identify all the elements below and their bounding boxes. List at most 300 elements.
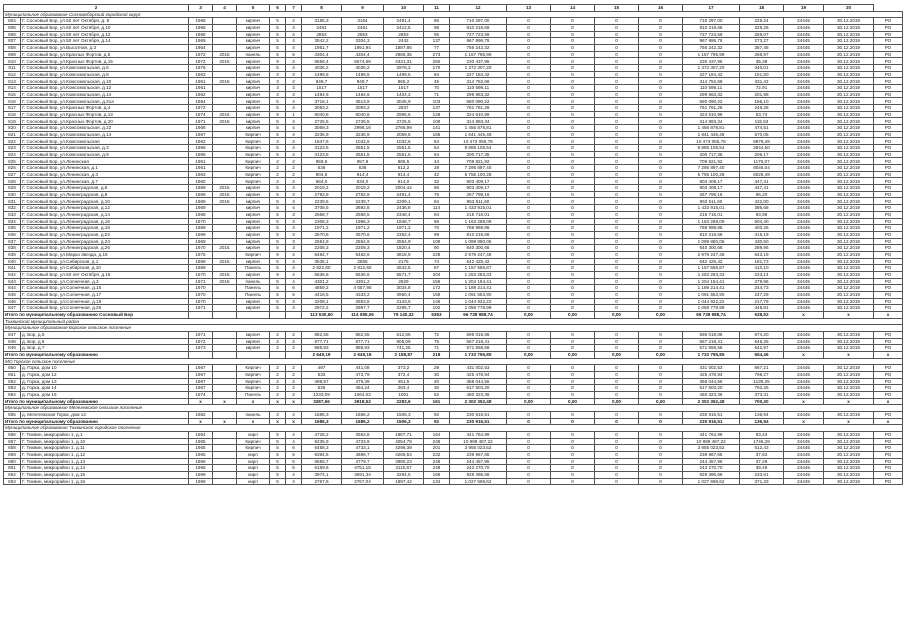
subtotal-label: Итого по муниципальному образованию bbox=[4, 351, 189, 358]
table-row bbox=[4, 445, 903, 452]
table-cell: 6 bbox=[286, 445, 302, 452]
table-cell: 0 bbox=[595, 111, 639, 118]
table-cell: 3 bbox=[286, 305, 302, 312]
header-cell: 2 bbox=[4, 5, 189, 12]
header-cell: 4 bbox=[213, 5, 237, 12]
table-cell: 2 bbox=[286, 378, 302, 385]
table-cell: кирп bbox=[237, 452, 270, 459]
table-cell: 273,27 bbox=[740, 38, 784, 45]
table-cell: 0 bbox=[551, 458, 595, 465]
table-cell: 3980,23 bbox=[384, 458, 424, 465]
table-cell: 24445 bbox=[784, 265, 824, 272]
table-cell bbox=[213, 378, 237, 385]
table-cell: РО bbox=[874, 18, 903, 25]
table-cell: 0 bbox=[639, 478, 683, 485]
table-cell: 29 bbox=[424, 365, 450, 372]
table-cell: 0 bbox=[507, 238, 551, 245]
table-row bbox=[4, 131, 903, 138]
table-cell: 2015 bbox=[213, 258, 237, 265]
table-cell: 2 bbox=[286, 58, 302, 65]
subtotal-cell bbox=[286, 311, 302, 318]
table-cell: 0 bbox=[595, 231, 639, 238]
table-cell: 810 218,68 bbox=[450, 25, 507, 32]
table-cell: 2 bbox=[286, 78, 302, 85]
table-cell: 6555,7 bbox=[302, 458, 342, 465]
table-cell: 0 bbox=[507, 285, 551, 292]
table-cell: 3236,9 bbox=[302, 131, 342, 138]
table-row bbox=[4, 51, 903, 58]
table-cell bbox=[213, 71, 237, 78]
table-cell: 0 bbox=[551, 91, 595, 98]
table-cell: 0 bbox=[639, 345, 683, 352]
row-number: 847 bbox=[4, 305, 21, 312]
table-cell: 24445 bbox=[784, 472, 824, 479]
table-cell: Кирпич bbox=[237, 138, 270, 145]
table-cell: 10 889 487,22 bbox=[450, 438, 507, 445]
table-cell: 0 bbox=[595, 452, 639, 459]
table-cell: 314 752,68 bbox=[450, 78, 507, 85]
table-cell: Кирпич bbox=[237, 178, 270, 185]
table-cell: 24445 bbox=[784, 111, 824, 118]
table-cell: 2563,8 bbox=[342, 432, 384, 439]
table-cell bbox=[213, 345, 237, 352]
table-cell: 1 099 880,05 bbox=[450, 238, 507, 245]
address-cell: Г. Сосновый Бор, ул.Комсомольская, д.22 bbox=[21, 125, 189, 132]
table-cell: 30.12.2019 bbox=[824, 251, 874, 258]
table-row bbox=[4, 298, 903, 305]
address-cell: Г. Сосновый Бор, ул.Солнечная, д.3 bbox=[21, 278, 189, 285]
table-row bbox=[4, 85, 903, 92]
table-cell: 247,29 bbox=[740, 291, 784, 298]
table-cell: 2491,4 bbox=[384, 191, 424, 198]
table-cell: 0 bbox=[639, 118, 683, 125]
table-cell: 0 bbox=[639, 171, 683, 178]
table-cell: 425 478,94 bbox=[450, 371, 507, 378]
address-cell: д. Горка, дом 13 bbox=[21, 378, 189, 385]
address-cell: Г. Сосновый Бор, ул.50 лет Октября, д.14 bbox=[21, 38, 189, 45]
table-cell: 2853 bbox=[302, 31, 342, 38]
row-number: 808 bbox=[4, 45, 21, 52]
table-cell: 2829 bbox=[384, 278, 424, 285]
table-row bbox=[4, 465, 903, 472]
row-number: 825 bbox=[4, 158, 21, 165]
row-number: 842 bbox=[4, 271, 21, 278]
header-cell: 7 bbox=[286, 5, 302, 12]
table-cell: 24445 bbox=[784, 445, 824, 452]
table-cell: 8026,49 bbox=[740, 171, 784, 178]
subtotal-cell: 0,00 bbox=[507, 311, 551, 318]
address-cell: Г. Сосновый Бор, ул.Ленинская, д.7 bbox=[21, 178, 189, 185]
table-cell: РО bbox=[874, 365, 903, 372]
table-cell: 0 bbox=[507, 31, 551, 38]
table-cell: 2143,5 bbox=[384, 298, 424, 305]
table-cell: 3535,1 bbox=[302, 258, 342, 265]
table-cell: 24445 bbox=[784, 118, 824, 125]
subtotal-cell: х bbox=[824, 351, 874, 358]
subtotal-cell: х bbox=[270, 418, 286, 425]
row-number: 809 bbox=[4, 51, 21, 58]
subtotal-cell: 2918,52 bbox=[342, 398, 384, 405]
table-cell: 372,4 bbox=[384, 371, 424, 378]
subtotal-row bbox=[4, 418, 903, 425]
table-cell: 24445 bbox=[784, 371, 824, 378]
table-row bbox=[4, 251, 903, 258]
subtotal-cell: 66 738 988,74 bbox=[450, 311, 507, 318]
table-cell: 0 bbox=[639, 178, 683, 185]
table-cell: 2 bbox=[286, 178, 302, 185]
table-cell: 201 bbox=[424, 445, 450, 452]
table-cell: 0 bbox=[639, 472, 683, 479]
table-cell: 4036,2 bbox=[342, 65, 384, 72]
table-cell: 8 885 108,54 bbox=[683, 145, 740, 152]
table-cell: 0 bbox=[595, 118, 639, 125]
table-cell: 0 bbox=[639, 205, 683, 212]
table-cell: 903 409,17 bbox=[683, 185, 740, 192]
table-cell: 1499,5 bbox=[342, 71, 384, 78]
table-cell: 4036,2 bbox=[302, 65, 342, 72]
subtotal-cell: 113 530,60 bbox=[302, 311, 342, 318]
table-cell: 0 bbox=[595, 78, 639, 85]
table-cell: 24445 bbox=[784, 298, 824, 305]
table-cell: 2725,5 bbox=[342, 118, 384, 125]
table-cell: 90 bbox=[424, 245, 450, 252]
table-cell: 24445 bbox=[784, 65, 824, 72]
table-cell: Панель bbox=[237, 291, 270, 298]
table-cell: 1960 bbox=[189, 178, 213, 185]
table-cell: РО bbox=[874, 458, 903, 465]
table-cell: 410,10 bbox=[740, 265, 784, 272]
table-cell: 24445 bbox=[784, 45, 824, 52]
table-cell: 24445 bbox=[784, 205, 824, 212]
table-cell: 373,2 bbox=[384, 365, 424, 372]
row-number: 845 bbox=[4, 291, 21, 298]
table-cell: 1965 bbox=[189, 438, 213, 445]
table-cell: 30.12.2019 bbox=[824, 125, 874, 132]
subtotal-cell: 0,00 bbox=[507, 351, 551, 358]
subtotal-cell: х bbox=[286, 398, 302, 405]
table-cell: 2782,9 bbox=[342, 191, 384, 198]
table-row bbox=[4, 271, 903, 278]
table-cell: РО bbox=[874, 145, 903, 152]
table-cell: 30.12.2019 bbox=[824, 245, 874, 252]
table-cell bbox=[213, 25, 237, 32]
table-cell: 5 bbox=[270, 205, 286, 212]
section-title: Муниципальное образование Борское сельское поселение bbox=[4, 325, 903, 332]
table-cell: 5 bbox=[270, 298, 286, 305]
table-cell: 3 bbox=[286, 191, 302, 198]
table-cell: кирпич bbox=[237, 191, 270, 198]
table-cell: 1976 bbox=[189, 65, 213, 72]
subtotal-row bbox=[4, 311, 903, 318]
subtotal-label: Итого по муниципальному образованию bbox=[4, 418, 189, 425]
table-cell: 2 bbox=[270, 338, 286, 345]
table-cell: 0 bbox=[639, 218, 683, 225]
table-row bbox=[4, 198, 903, 205]
table-cell: 0 bbox=[639, 31, 683, 38]
table-cell: 32 bbox=[424, 178, 450, 185]
section-header-row bbox=[4, 425, 903, 432]
table-cell: 1961 bbox=[189, 78, 213, 85]
table-cell: 1974 bbox=[189, 391, 213, 398]
table-cell: 1974 bbox=[189, 111, 213, 118]
address-cell: Г. Сосновый Бор, ул.Комсомольская, д.9 bbox=[21, 151, 189, 158]
table-cell: 0 bbox=[595, 305, 639, 312]
table-cell: 0 bbox=[595, 191, 639, 198]
table-cell: 2995,6 bbox=[384, 111, 424, 118]
table-cell: 99 bbox=[424, 231, 450, 238]
table-cell: 0 bbox=[551, 151, 595, 158]
table-cell: 3236,9 bbox=[342, 131, 384, 138]
table-cell: 2015 bbox=[213, 118, 237, 125]
header-cell: 6 bbox=[270, 5, 286, 12]
table-cell: 636 bbox=[342, 165, 384, 172]
table-row bbox=[4, 65, 903, 72]
table-cell: 24445 bbox=[784, 385, 824, 392]
table-cell: 30.12.2019 bbox=[824, 365, 874, 372]
table-cell: РО bbox=[874, 111, 903, 118]
row-number: 854 bbox=[4, 391, 21, 398]
header-cell: 18 bbox=[740, 5, 784, 12]
subtotal-cell: х bbox=[286, 418, 302, 425]
table-cell bbox=[213, 211, 237, 218]
table-cell: 0 bbox=[551, 445, 595, 452]
table-cell: 431 002,53 bbox=[450, 365, 507, 372]
table-cell: 0 bbox=[595, 178, 639, 185]
table-cell: 4 bbox=[286, 432, 302, 439]
table-cell: 949,7 bbox=[342, 78, 384, 85]
table-cell: 1968 bbox=[189, 211, 213, 218]
table-cell: 24445 bbox=[784, 331, 824, 338]
table-cell: 0 bbox=[595, 465, 639, 472]
table-cell: 2015 bbox=[213, 58, 237, 65]
table-cell: 134 bbox=[424, 478, 450, 485]
table-cell: 24445 bbox=[784, 151, 824, 158]
table-row bbox=[4, 385, 903, 392]
table-cell: 498,57 bbox=[302, 378, 342, 385]
address-cell: д. Горка, дом 12 bbox=[21, 371, 189, 378]
table-cell: 0 bbox=[507, 305, 551, 312]
table-cell: 3692,8 bbox=[342, 205, 384, 212]
table-cell: 315,19 bbox=[740, 231, 784, 238]
table-cell: 431 002,53 bbox=[683, 365, 740, 372]
table-cell: 30.12.2019 bbox=[824, 465, 874, 472]
table-cell: 1 157 795,99 bbox=[683, 51, 740, 58]
table-cell: 24445 bbox=[784, 478, 824, 485]
table-cell: 0 bbox=[551, 218, 595, 225]
table-cell: 10 889 487,22 bbox=[683, 438, 740, 445]
table-cell: РО bbox=[874, 31, 903, 38]
table-row bbox=[4, 165, 903, 172]
table-cell: 441 764,99 bbox=[683, 432, 740, 439]
table-cell: 3 bbox=[270, 78, 286, 85]
table-cell: 2570,6 bbox=[342, 231, 384, 238]
table-cell: 1139,25 bbox=[740, 378, 784, 385]
table-cell: 232 bbox=[424, 452, 450, 459]
table-cell: 0 bbox=[551, 118, 595, 125]
table-cell: 146 bbox=[424, 298, 450, 305]
table-cell: 2352,4 bbox=[384, 231, 424, 238]
address-cell: Г. Сосновый Бор, ул.Ленинградская, д.26 bbox=[21, 245, 189, 252]
table-cell: РО bbox=[874, 45, 903, 52]
table-cell: РО bbox=[874, 385, 903, 392]
table-cell: 30.12.2019 bbox=[824, 91, 874, 98]
table-cell: 24445 bbox=[784, 438, 824, 445]
table-cell: 2059,5 bbox=[384, 131, 424, 138]
table-cell: 3115,67 bbox=[384, 465, 424, 472]
table-cell: 1032,6 bbox=[384, 138, 424, 145]
table-cell: 0 bbox=[551, 158, 595, 165]
table-cell: 30.12.2019 bbox=[824, 345, 874, 352]
table-cell: 244,73 bbox=[740, 285, 784, 292]
table-cell: РО bbox=[874, 225, 903, 232]
table-cell bbox=[213, 38, 237, 45]
table-cell: 0 bbox=[507, 205, 551, 212]
table-cell: 109 bbox=[424, 118, 450, 125]
table-cell bbox=[213, 178, 237, 185]
table-cell: 567 218,41 bbox=[450, 338, 507, 345]
table-cell: 3 bbox=[286, 245, 302, 252]
table-cell: 0 bbox=[507, 45, 551, 52]
table-cell: 1971 bbox=[189, 305, 213, 312]
table-cell: 5484,7 bbox=[302, 251, 342, 258]
table-cell: 0 bbox=[507, 111, 551, 118]
table-cell: 30.12.2019 bbox=[824, 411, 874, 418]
table-cell: 5 bbox=[270, 25, 286, 32]
table-cell: 0 bbox=[595, 105, 639, 112]
row-number: 821 bbox=[4, 131, 21, 138]
table-row bbox=[4, 331, 903, 338]
table-cell: 928 396,68 bbox=[683, 472, 740, 479]
table-cell: 1686,3 bbox=[302, 411, 342, 418]
table-cell: 0 bbox=[551, 238, 595, 245]
table-cell: 4 bbox=[286, 151, 302, 158]
subtotal-cell bbox=[237, 351, 270, 358]
table-cell bbox=[213, 231, 237, 238]
table-cell: 1 058 778,99 bbox=[450, 305, 507, 312]
subtotal-cell bbox=[270, 351, 286, 358]
table-row bbox=[4, 18, 903, 25]
table-cell bbox=[213, 158, 237, 165]
register-sheet bbox=[3, 4, 902, 636]
table-cell: 24445 bbox=[784, 98, 824, 105]
table-cell: 0 bbox=[595, 145, 639, 152]
table-cell: 810 218,68 bbox=[450, 231, 507, 238]
address-cell: Г. Сосновый Бор, ул.Ленинградская, д.24 bbox=[21, 238, 189, 245]
subtotal-label: Итого по муниципальному образованию Сосновый Бор bbox=[4, 311, 189, 318]
table-cell: 1969 bbox=[189, 225, 213, 232]
table-cell: 447,41 bbox=[740, 178, 784, 185]
row-number: 832 bbox=[4, 205, 21, 212]
table-cell: 0 bbox=[639, 91, 683, 98]
table-cell: кирпич bbox=[237, 111, 270, 118]
table-cell: 0 bbox=[551, 18, 595, 25]
address-cell: Г. Сосновый Бор, ул.Комсомольская, д.6 bbox=[21, 65, 189, 72]
table-cell: РО bbox=[874, 151, 903, 158]
table-row bbox=[4, 78, 903, 85]
address-cell: Г. Сосновый Бор, ул.Комсомольская, д.3 bbox=[21, 145, 189, 152]
header-cell: 16 bbox=[639, 5, 683, 12]
subtotal-cell: х bbox=[189, 418, 213, 425]
table-cell: 86 bbox=[424, 185, 450, 192]
subtotal-cell: х bbox=[784, 418, 824, 425]
table-cell: 0 bbox=[507, 458, 551, 465]
register-table bbox=[3, 4, 903, 485]
address-cell: д. Горка, дом 10 bbox=[21, 365, 189, 372]
table-cell: 2015 bbox=[213, 278, 237, 285]
row-number: 820 bbox=[4, 125, 21, 132]
address-cell: Г. Сосновый Бор, ул.Сибирская, д.10 bbox=[21, 265, 189, 272]
row-number: 827 bbox=[4, 171, 21, 178]
subtotal-cell: 0,00 bbox=[551, 398, 595, 405]
table-cell: 30.12.2019 bbox=[824, 298, 874, 305]
subtotal-cell: 0,00 bbox=[639, 398, 683, 405]
table-cell: 373,31 bbox=[740, 391, 784, 398]
table-cell: 201,98 bbox=[740, 91, 784, 98]
table-cell: 74 bbox=[424, 258, 450, 265]
address-cell: Г. Сосновый Бор, ул.Ленинская bbox=[21, 158, 189, 165]
address-cell: д. Мелегежская Горка, дом 12 bbox=[21, 411, 189, 418]
table-cell: 634,0 bbox=[342, 178, 384, 185]
table-row bbox=[4, 105, 903, 112]
table-cell bbox=[213, 478, 237, 485]
table-cell: 0 bbox=[551, 178, 595, 185]
table-row bbox=[4, 38, 903, 45]
table-cell: 24445 bbox=[784, 138, 824, 145]
table-cell: 371,33 bbox=[740, 478, 784, 485]
table-cell: 3 955 023,52 bbox=[450, 445, 507, 452]
table-cell: 2 bbox=[286, 165, 302, 172]
table-cell: 137 bbox=[424, 38, 450, 45]
table-cell: 24445 bbox=[784, 178, 824, 185]
table-cell: 1971,2 bbox=[342, 225, 384, 232]
table-cell: 24445 bbox=[784, 131, 824, 138]
table-cell bbox=[213, 438, 237, 445]
table-cell: 283,4 bbox=[384, 385, 424, 392]
table-cell: 1970 bbox=[189, 291, 213, 298]
table-cell: 0 bbox=[507, 145, 551, 152]
table-cell: 0 bbox=[595, 291, 639, 298]
table-cell bbox=[213, 18, 237, 25]
table-cell: 5 bbox=[270, 291, 286, 298]
table-row bbox=[4, 238, 903, 245]
table-cell: 0 bbox=[639, 78, 683, 85]
table-cell: 30.12.2019 bbox=[824, 211, 874, 218]
table-cell: РО bbox=[874, 71, 903, 78]
table-cell: 5 bbox=[270, 38, 286, 45]
table-cell: 3208,1 bbox=[302, 298, 342, 305]
row-number: 805 bbox=[4, 25, 21, 32]
table-cell: 4431,31 bbox=[384, 58, 424, 65]
table-cell: 76 bbox=[424, 191, 450, 198]
subtotal-cell: 92 bbox=[424, 418, 450, 425]
table-cell: 227 184,42 bbox=[683, 71, 740, 78]
table-cell: РО bbox=[874, 271, 903, 278]
table-cell: 0 bbox=[639, 458, 683, 465]
table-cell: 2239,7 bbox=[342, 198, 384, 205]
table-cell: 204 bbox=[424, 271, 450, 278]
table-cell: 3 bbox=[286, 71, 302, 78]
table-cell: 0 bbox=[551, 71, 595, 78]
table-cell: РО bbox=[874, 258, 903, 265]
subtotal-cell: 1 733 795,85 bbox=[450, 351, 507, 358]
table-cell: 709 821,92 bbox=[450, 158, 507, 165]
table-cell: 5 bbox=[270, 118, 286, 125]
table-cell: кирпич bbox=[237, 225, 270, 232]
section-title: Муниципальное образование Тихвинское городское поселение bbox=[4, 425, 903, 432]
header-cell: 11 bbox=[424, 5, 450, 12]
table-cell: 2 bbox=[286, 138, 302, 145]
table-cell: 0 bbox=[507, 432, 551, 439]
